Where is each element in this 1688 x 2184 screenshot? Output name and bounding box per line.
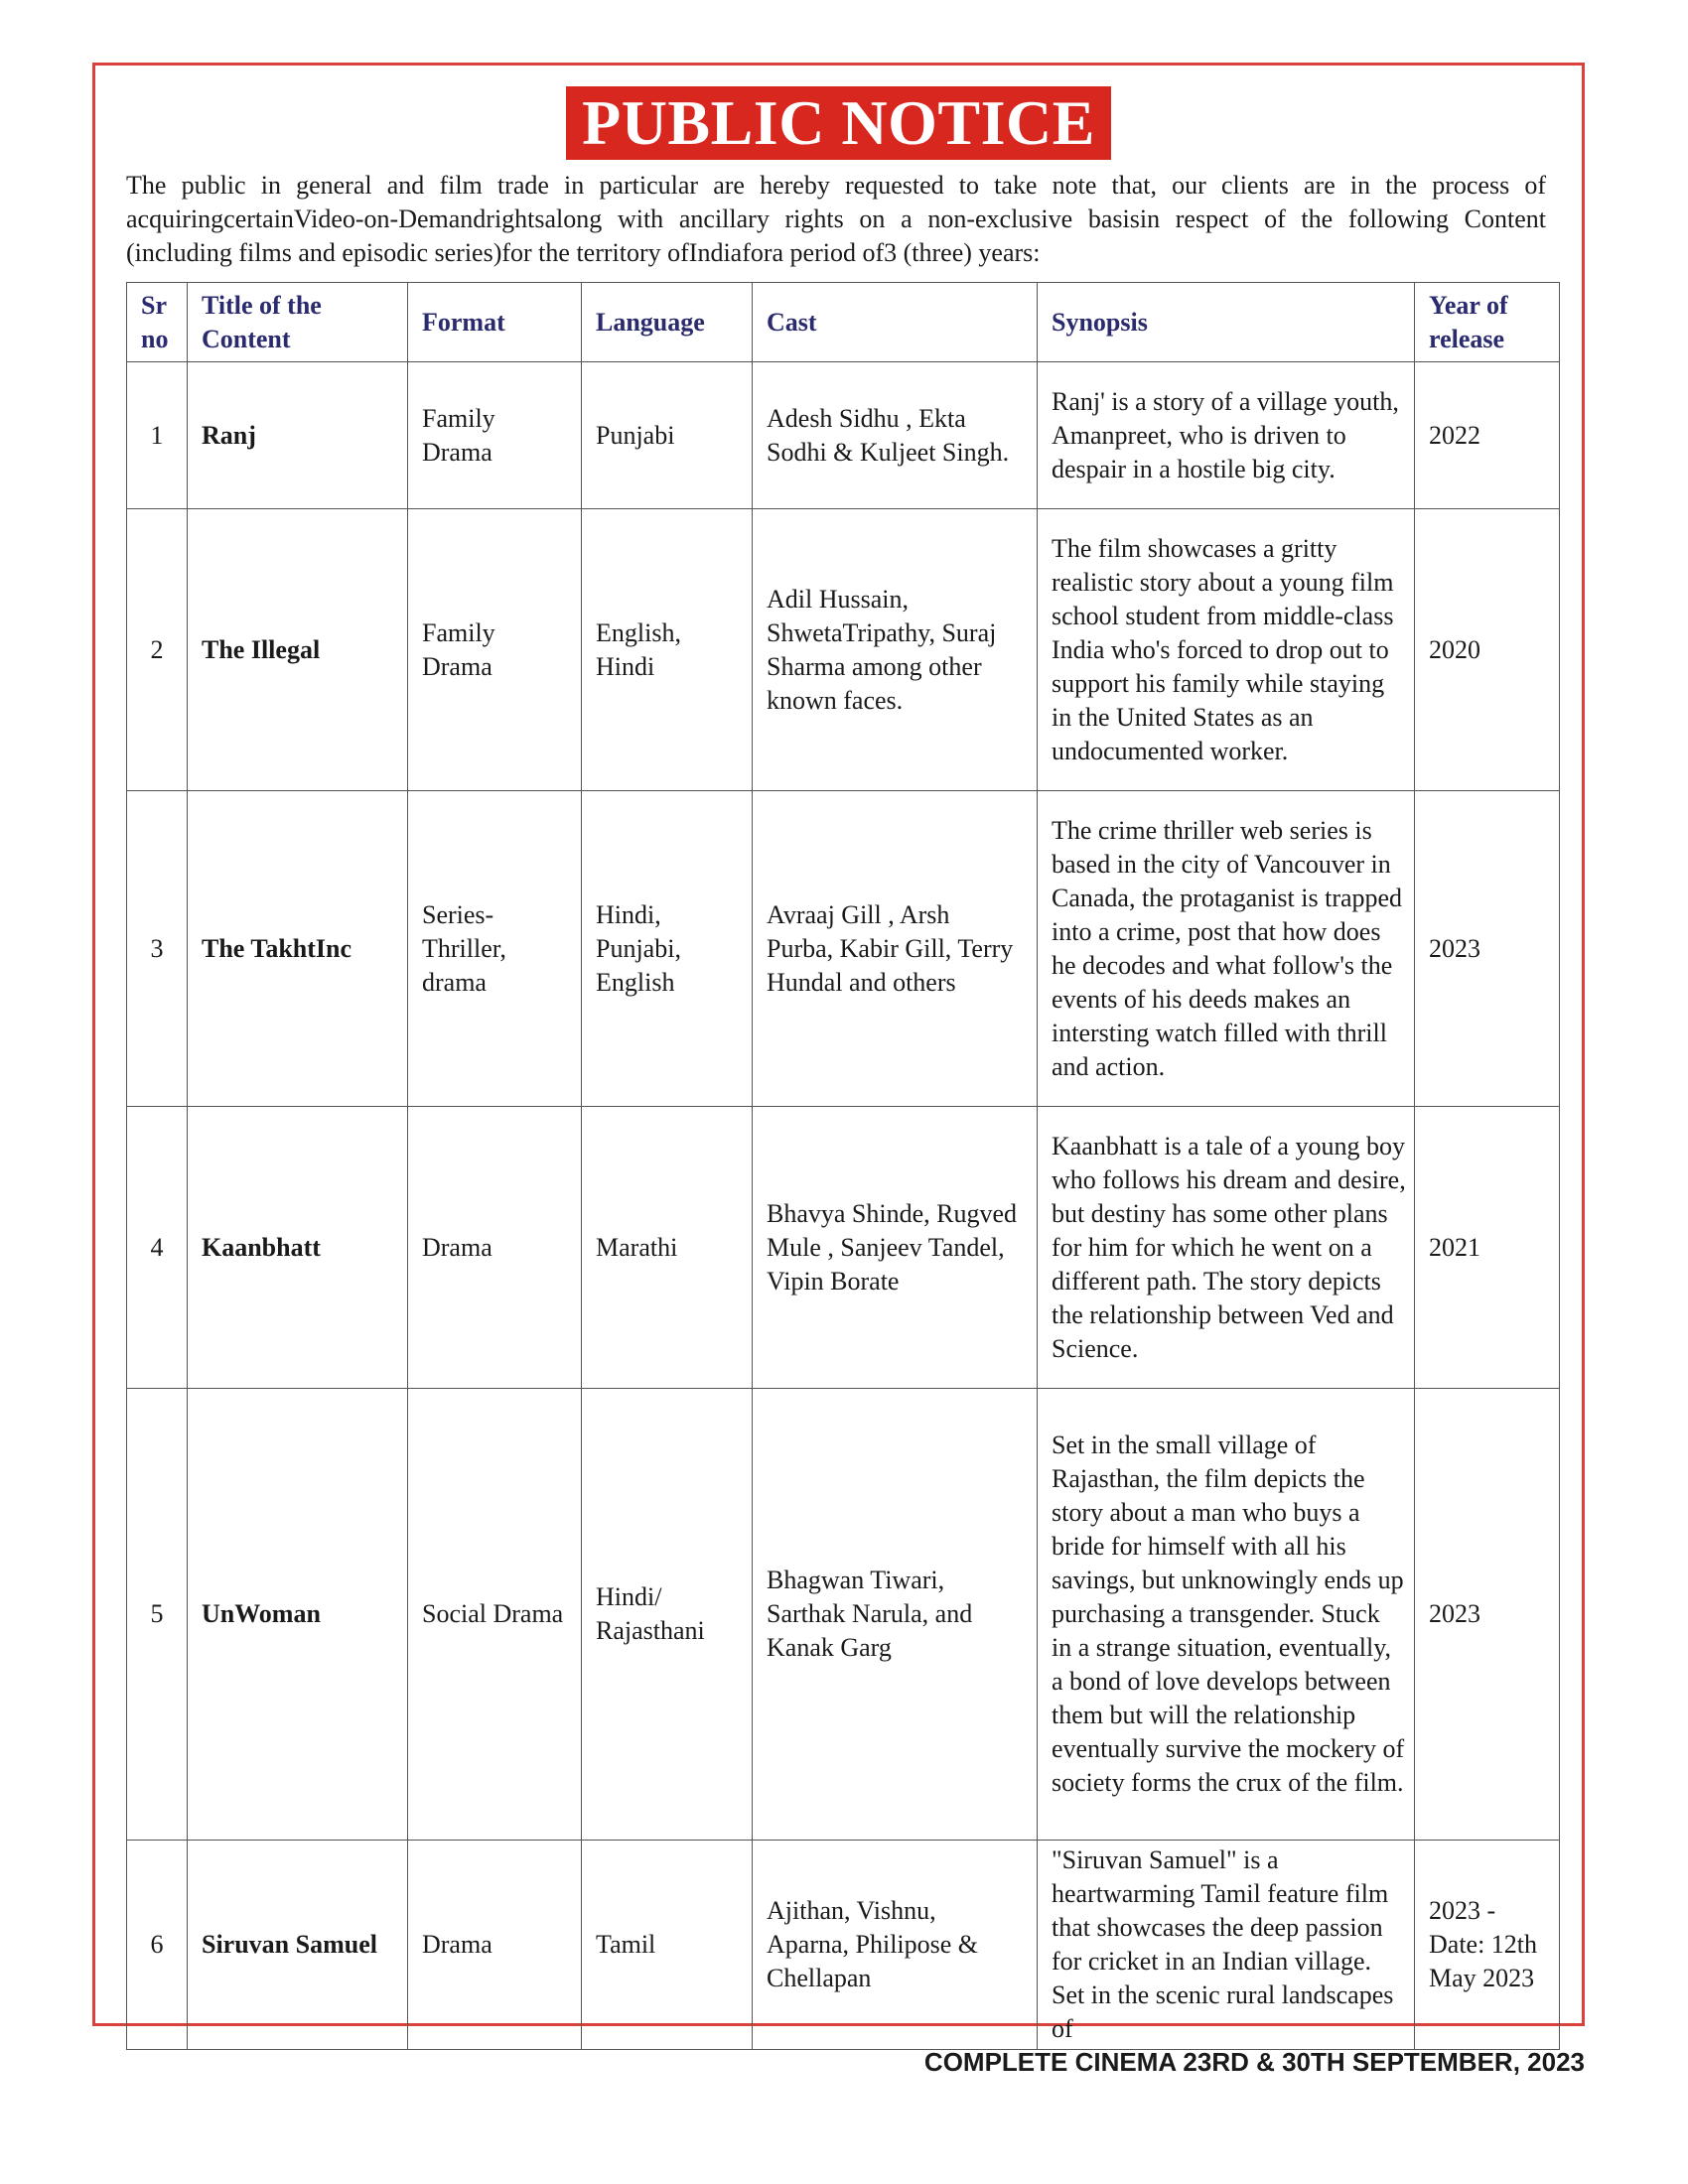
cell-cast: Bhavya Shinde, Rugved Mule , Sanjeev Tandel, Vipin Borate	[753, 1107, 1038, 1389]
cell-year: 2023	[1415, 791, 1560, 1107]
cell-sr: 6	[127, 1841, 188, 2050]
cell-year: 2023 - Date: 12th May 2023	[1415, 1841, 1560, 2050]
cell-format: Social Drama	[408, 1389, 582, 1841]
cell-sr: 5	[127, 1389, 188, 1841]
table-header-row	[127, 283, 1560, 362]
cell-format: Drama	[408, 1841, 582, 2050]
header-sr: Sr no	[127, 283, 188, 362]
notice-title: PUBLIC NOTICE	[566, 86, 1111, 160]
cell-title: Ranj	[188, 362, 408, 509]
cell-synopsis: The crime thriller web series is based in the city of Vancouver in Canada, the protaganist is trapped into a crime, post that how does he decodes and what follow's the events of his deeds makes an intersting watch filled with thrill and action.	[1038, 791, 1415, 1107]
header-year: Year of release	[1415, 283, 1560, 362]
cell-title: The Illegal	[188, 509, 408, 791]
cell-year: 2023	[1415, 1389, 1560, 1841]
cell-language: Hindi, Punjabi, English	[582, 791, 753, 1107]
publication-footer: COMPLETE CINEMA 23RD & 30TH SEPTEMBER, 2023	[923, 2047, 1585, 2077]
cell-title: Kaanbhatt	[188, 1107, 408, 1389]
cell-year: 2021	[1415, 1107, 1560, 1389]
cell-cast: Ajithan, Vishnu, Aparna, Philipose & Chellapan	[753, 1841, 1038, 2050]
header-format: Format	[408, 283, 582, 362]
cell-year: 2022	[1415, 362, 1560, 509]
header-title: Title of the Content	[188, 283, 408, 362]
cell-language: Hindi/ Rajasthani	[582, 1389, 753, 1841]
header-cast: Cast	[753, 283, 1038, 362]
cell-sr: 2	[127, 509, 188, 791]
content-table	[126, 282, 1560, 2050]
table-row	[127, 1389, 1560, 1841]
cell-language: Punjabi	[582, 362, 753, 509]
cell-language: English, Hindi	[582, 509, 753, 791]
table-row	[127, 509, 1560, 791]
notice-intro: The public in general and film trade in particular are hereby requested to take note that, our clients are in the process of acquiringcertainVideo-on-Demandrightsalong with ancillary rights on a non-exclusive basisin respect of the following Content (including films and episodic series)for the territory ofIndiafora period of3 (three) years:	[126, 171, 1546, 267]
header-language: Language	[582, 283, 753, 362]
cell-cast: Adesh Sidhu , Ekta Sodhi & Kuljeet Singh.	[753, 362, 1038, 509]
cell-title: The TakhtInc	[188, 791, 408, 1107]
table-row	[127, 1107, 1560, 1389]
cell-language: Tamil	[582, 1841, 753, 2050]
title-wrap	[95, 86, 1582, 160]
cell-format: Family Drama	[408, 509, 582, 791]
cell-format: Series-Thriller, drama	[408, 791, 582, 1107]
notice-frame	[92, 63, 1585, 2043]
cell-sr: 1	[127, 362, 188, 509]
cell-title: Siruvan Samuel	[188, 1841, 408, 2050]
header-synopsis: Synopsis	[1038, 283, 1415, 362]
cell-sr: 3	[127, 791, 188, 1107]
cell-synopsis: The film showcases a gritty realistic story about a young film school student from middle-class India who's forced to drop out to support his family while staying in the United States as an undocumented worker.	[1038, 509, 1415, 791]
cell-cast: Adil Hussain, ShwetaTripathy, Suraj Sharma among other known faces.	[753, 509, 1038, 791]
cell-language: Marathi	[582, 1107, 753, 1389]
cell-synopsis: Set in the small village of Rajasthan, the film depicts the story about a man who buys a bride for himself with all his savings, but unknowingly ends up purchasing a transgender. Stuck in a strange situation, eventually, a bond of love develops between them but will the relationship eventually survive the mockery of society forms the crux of the film.	[1038, 1389, 1415, 1841]
cell-year: 2020	[1415, 509, 1560, 791]
table-row	[127, 362, 1560, 509]
cell-format: Drama	[408, 1107, 582, 1389]
cell-cast: Avraaj Gill , Arsh Purba, Kabir Gill, Terry Hundal and others	[753, 791, 1038, 1107]
cell-title: UnWoman	[188, 1389, 408, 1841]
cell-synopsis: Kaanbhatt is a tale of a young boy who follows his dream and desire, but destiny has some other plans for him for which he went on a different path. The story depicts the relationship between Ved and Science.	[1038, 1107, 1415, 1389]
cell-cast: Bhagwan Tiwari, Sarthak Narula, and Kanak Garg	[753, 1389, 1038, 1841]
cell-format: Family Drama	[408, 362, 582, 509]
cell-synopsis: Ranj' is a story of a village youth, Amanpreet, who is driven to despair in a hostile big city.	[1038, 362, 1415, 509]
table-row	[127, 1841, 1560, 2050]
table-row	[127, 791, 1560, 1107]
cell-synopsis: "Siruvan Samuel" is a heartwarming Tamil feature film that showcases the deep passion for cricket in an Indian village. Set in the scenic rural landscapes of	[1038, 1841, 1415, 2050]
cell-sr: 4	[127, 1107, 188, 1389]
